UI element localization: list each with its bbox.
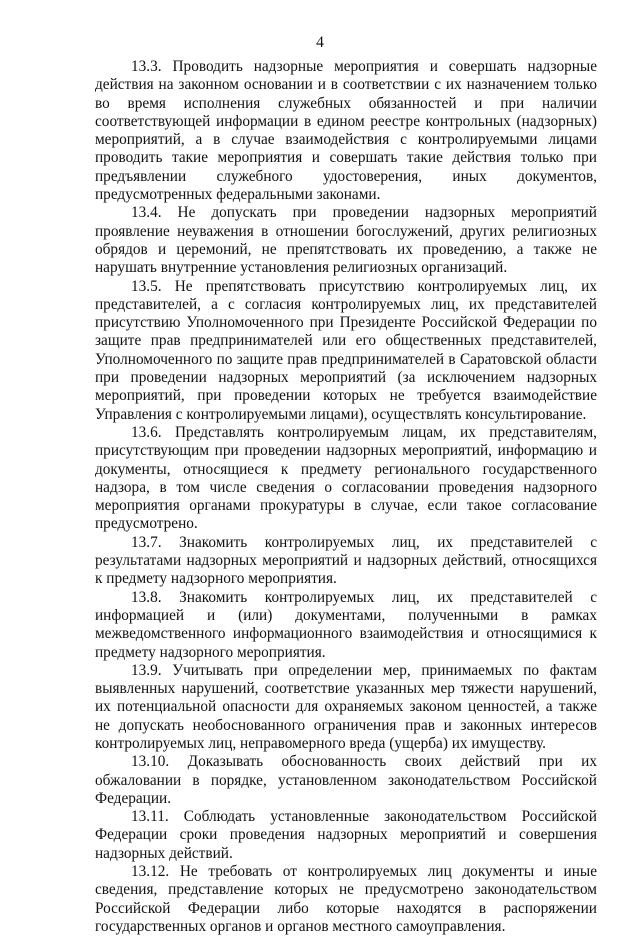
paragraph-13-3: 13.3. Проводить надзорные мероприятия и совершать надзорные действия на законном основании и в соответствии с их назначением только во время исполнения служебных обязанностей и при наличии соответствующей информации в едином реестре контрольных (надзорных) мероприятий, а в случае взаимодействия с контролируемыми лицами проводить такие мероприятия и совершать такие действия только при предъявлении служебного удостоверения, иных документов, предусмотренных федеральными законами. xyxy=(95,58,597,204)
paragraph-13-7: 13.7. Знакомить контролируемых лиц, их представителей с результатами надзорных мероприятий и надзорных действий, относящихся к предмету надзорного мероприятия. xyxy=(95,533,597,588)
paragraph-13-6: 13.6. Представлять контролируемым лицам, их представителям, присутствующим при проведении надзорных мероприятий, информацию и документы, относящиеся к предмету регионального государственного надзора, в том числе сведения о согласовании проведения надзорного мероприятия органами прокуратуры в случае, если такое согласование предусмотрено. xyxy=(95,423,597,533)
paragraph-13-8: 13.8. Знакомить контролируемых лиц, их представителей с информацией и (или) документами, полученными в рамках межведомственного информационного взаимодействия и относящимися к предмету надзорного мероприятия. xyxy=(95,588,597,661)
paragraph-13-5: 13.5. Не препятствовать присутствию контролируемых лиц, их представителей, а с согласия контролируемых лиц, их представителей присутствию Уполномоченного при Президенте Российской Федерации по защите прав предпринимателей или его общественных представителей, Уполномоченного по защите прав предпринимателей в Саратовской области при проведении надзорных мероприятий (за исключением надзорных мероприятий, при проведении которых не требуется взаимодействие Управления с контролируемыми лицами), осуществлять консультирование. xyxy=(95,277,597,423)
paragraph-13-4: 13.4. Не допускать при проведении надзорных мероприятий проявление неуважения в отношении богослужений, других религиозных обрядов и церемоний, не препятствовать их проведению, а также не нарушать внутренние установления религиозных организаций. xyxy=(95,204,597,277)
paragraph-13-11: 13.11. Соблюдать установленные законодательством Российской Федерации сроки проведения надзорных мероприятий и совершения надзорных действий. xyxy=(95,808,597,862)
paragraph-13-9: 13.9. Учитывать при определении мер, принимаемых по фактам выявленных нарушений, соответствие указанных мер тяжести нарушений, их потенциальной опасности для охраняемых законом ценностей, а также не допускать необоснованного ограничения прав и законных интересов контролируемых лиц, неправомерного вреда (ущерба) их имуществу. xyxy=(95,661,597,752)
paragraph-13-10: 13.10. Доказывать обоснованность своих действий при их обжаловании в порядке, установленном законодательством Российской Федерации. xyxy=(95,753,597,807)
paragraph-13-12: 13.12. Не требовать от контролируемых лиц документы и иные сведения, представление которых не предусмотрено законодательством Российской Федерации либо которые находятся в распоряжении государственных органов и органов местного самоуправления. xyxy=(95,863,597,935)
page-number: 4 xyxy=(316,34,324,51)
document-body xyxy=(95,58,597,936)
